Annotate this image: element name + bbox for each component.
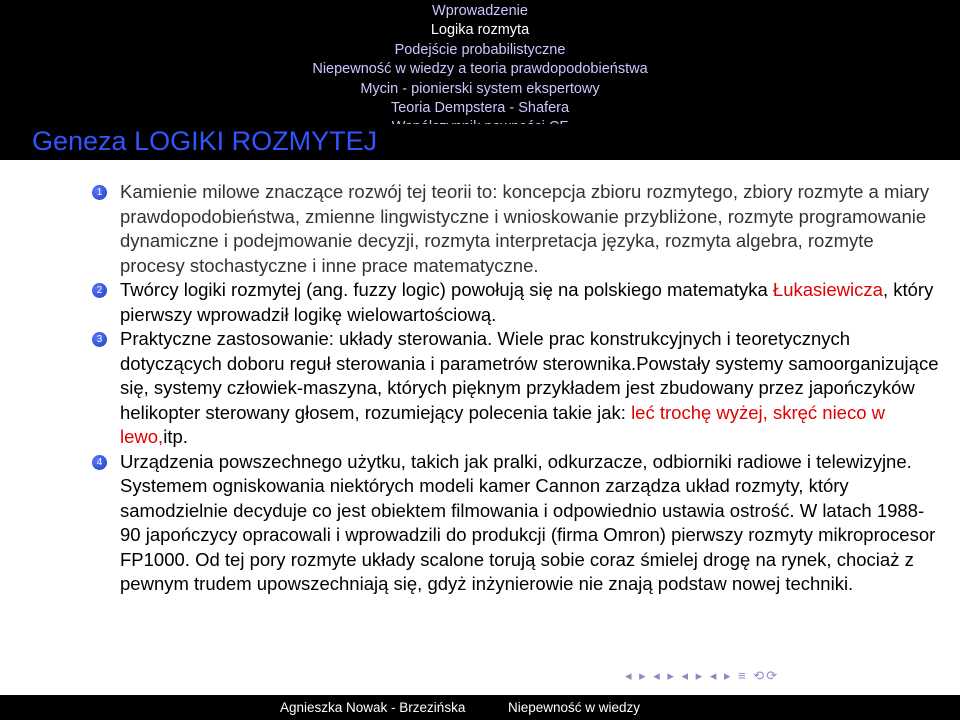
item-number-badge: 3 <box>92 332 107 347</box>
footer-author: Agnieszka Nowak - Brzezińska <box>280 700 466 715</box>
item-number-badge: 4 <box>92 455 107 470</box>
item-text-after: , który pierwszy wprowadził logikę wielowartościową. <box>120 279 934 325</box>
item-highlight: leć trochę wyżej, skręć nieco w lewo, <box>120 401 886 447</box>
item-number-badge: 2 <box>92 283 107 298</box>
item-number-badge: 1 <box>92 185 107 200</box>
item-text: Twórcy logiki rozmytej (ang. fuzzy logic) powołują się na polskiego matematyka <box>120 279 773 300</box>
footer-short-title: Niepewność w wiedzy <box>508 700 641 715</box>
nav-item-logika-rozmyta[interactable]: Logika rozmyta <box>430 22 530 39</box>
list-item <box>92 278 942 327</box>
section-navigation <box>0 2 960 138</box>
list-item <box>92 327 942 450</box>
item-text: Urządzenia powszechnego użytku, takich jak pralki, odkurzacze, odbiorniki radiowe i telewizyjne. Systemem ogniskowania niektórych modeli kamer Cannon zarządza układ rozmyty, który samodzielnie decyduje co jest obiektem filmowania i odpowiednio ustawia ostrość. W latach 1988-90 japończycy opracowali i wprowadzili do produkcji (firma Omron) pierwszy rozmyty mikroprocesor FP1000. Od tej pory rozmyte układy scalone torują sobie coraz śmielej drogę na rynek, chociaż z pewnym trudem upowszechniają się, gdyż inżynierowie nie znają podstaw nowej techniki. <box>120 450 936 594</box>
item-text: Kamienie milowe znaczące rozwój tej teorii to: koncepcja zbioru rozmytego, zbiory rozmyte a miary prawdopodobieństwa, zmienne lingwistyczne i wnioskowanie przybliżone, rozmyte programowanie dynamiczne i podejmowanie decyzji, rozmyta interpretacja języka, rozmyta algebra, rozmyte procesy stochastyczne i inne prace matematyczne. <box>120 181 930 276</box>
nav-item-mycin[interactable]: Mycin - pionierski system ekspertowy <box>360 80 600 97</box>
header-navigation-bar <box>0 0 960 124</box>
beamer-navigation-icons[interactable]: ◂ ▸ ◂ ▸ ◂ ▸ ◂ ▸ ≡ ⟲⟳ <box>625 668 780 683</box>
nav-item-dempster-shafer[interactable]: Teoria Dempstera - Shafera <box>390 100 570 117</box>
item-highlight: Łukasiewicza <box>772 279 883 300</box>
slide-title: Geneza LOGIKI ROZMYTEJ <box>32 126 378 156</box>
list-item <box>92 450 942 597</box>
item-text: Praktyczne zastosowanie: układy sterowania. Wiele prac konstrukcyjnych i teoretycznych dotyczących doboru reguł sterowania i parametrów sterownika.Powstały systemy samoorganizujące się, systemy człowiek-maszyna, których pięknym przykładem jest zbudowany przez japończyków helikopter sterowany głosem, rozumiejący polecenia takie jak: <box>120 328 939 423</box>
nav-item-niepewnosc-teoria[interactable]: Niepewność w wiedzy a teoria prawdopodobieństwa <box>312 61 648 78</box>
list-item <box>92 180 942 278</box>
item-text-after: itp. <box>163 426 188 447</box>
nav-item-podejscie-probabilistyczne[interactable]: Podejście probabilistyczne <box>394 41 566 58</box>
slide-content <box>92 180 942 597</box>
footer-bar <box>0 695 960 720</box>
nav-item-wprowadzenie[interactable]: Wprowadzenie <box>432 3 528 19</box>
